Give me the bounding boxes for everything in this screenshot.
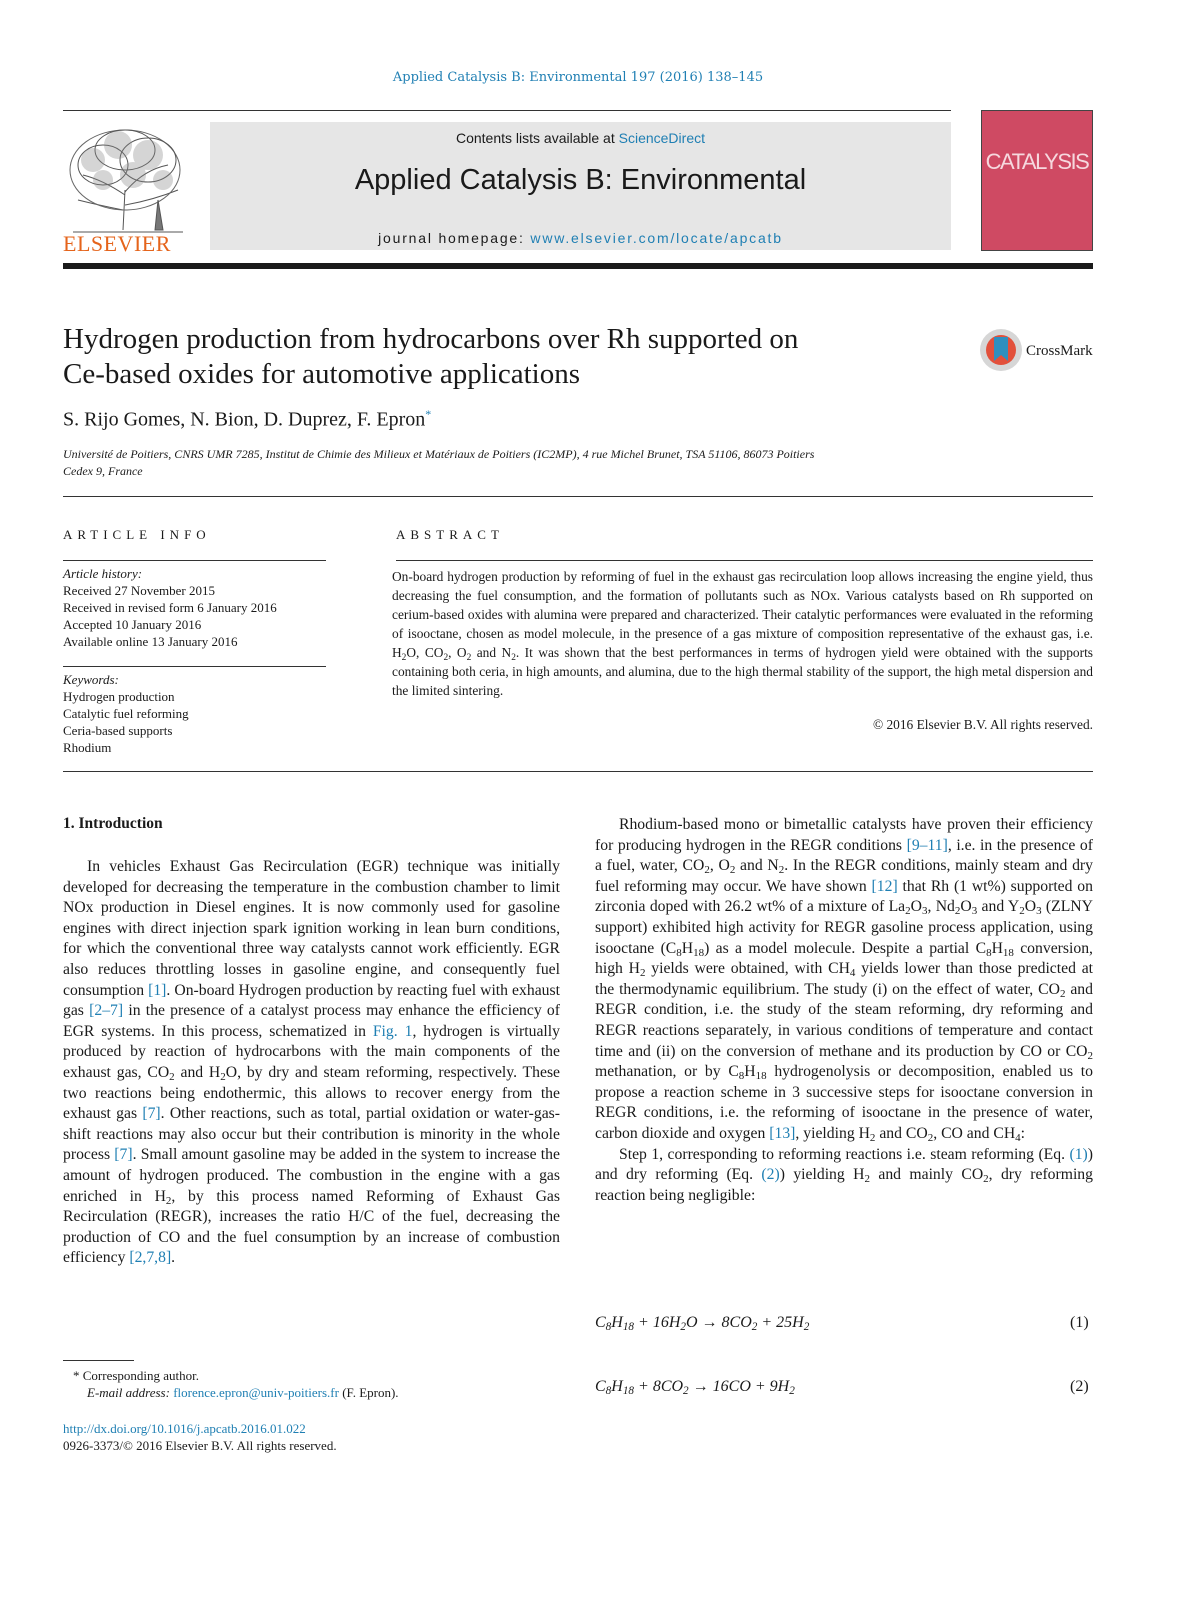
citation-link[interactable]: [2,7,8]: [129, 1249, 172, 1267]
header-rule: [63, 110, 951, 111]
affiliation-line-1: Université de Poitiers, CNRS UMR 7285, Institut de Chimie des Milieux et Matériaux de Poitiers (IC2MP), 4 rue Michel Brunet, TSA 51106, 86073 Poitiers: [63, 447, 815, 461]
keyword: Catalytic fuel reforming: [63, 706, 189, 721]
contents-line: [210, 130, 951, 146]
paragraph: Step 1, corresponding to reforming reactions i.e. steam reforming (Eq. (1)) and dry reforming (Eq. (2)) yielding $H_2$ and mainly $CO_2$, dry reforming reaction being negligible:: [595, 1145, 1093, 1204]
homepage-link[interactable]: www.elsevier.com/locate/apcatb: [530, 230, 783, 246]
affiliation-rule: [63, 496, 1093, 497]
footnote: [63, 1367, 399, 1401]
keyword: Rhodium: [63, 740, 112, 755]
paper-title: [63, 322, 943, 392]
section-heading-introduction: 1. Introduction: [63, 815, 163, 832]
affiliation-line-2: Cedex 9, France: [63, 464, 143, 478]
footnote-mark: *: [73, 1368, 80, 1383]
history-accepted: Accepted 10 January 2016: [63, 617, 202, 632]
abstract-rule: [396, 560, 1093, 561]
article-history: [63, 565, 326, 650]
equation-link[interactable]: (2): [761, 1166, 780, 1184]
keyword: Ceria-based supports: [63, 723, 173, 738]
citation-link[interactable]: [2–7]: [89, 1002, 124, 1020]
title-line-1: Hydrogen production from hydrocarbons over Rh supported on: [63, 323, 799, 355]
citation-link[interactable]: [9–11]: [906, 836, 948, 854]
citation-link[interactable]: [7]: [142, 1105, 161, 1123]
equation-2-number: (2): [1070, 1378, 1089, 1395]
citation-link[interactable]: [1]: [148, 981, 167, 999]
keywords: [63, 671, 326, 756]
homepage-prefix: journal homepage:: [378, 230, 531, 246]
email-label: E-mail address:: [87, 1385, 174, 1400]
equation-1-number: (1): [1070, 1314, 1089, 1331]
history-online: Available online 13 January 2016: [63, 634, 238, 649]
article-info-heading: ARTICLE INFO: [63, 527, 211, 542]
authors: [63, 407, 431, 432]
journal-cover-thumbnail[interactable]: [981, 110, 1093, 251]
intro-left-column: In vehicles Exhaust Gas Recirculation (EGR) technique was initially developed for decreasing the temperature in the combustion chamber to limit NOx production in Diesel engines. It is now commonly used for gasoline engines with direct injection spark ignition working in lean burn conditions, for which the conventional three way catalysts cannot work efficiently. EGR also reduces throttling losses in gasoline engine, and consequently fuel consumption [1]. On-board Hydrogen production by reacting fuel with exhaust gas [2–7] in the presence of a catalyst process may enhance the efficiency of EGR systems. In this process, schematized in Fig. 1, hydrogen is virtually produced by reaction of hydrocarbons with the main components of the exhaust gas, $CO_2$ and $H_2O$, by dry and steam reforming, respectively. These two reactions being endothermic, this allows to recover energy from the exhaust gas [7]. Other reactions, such as total, partial oxidation or water-gas-shift reactions may also occur but their contribution is minority in the whole process [7]. Small amount gasoline may be added in the system to increase the amount of hydrogen produced. The combustion in the engine with a gas enriched in $H_2$, by this process named Reforming of Exhaust Gas Recirculation (REGR), increases the ratio H/C of the fuel, decreasing the production of CO and the fuel consumption by an increase of combustion efficiency [2,7,8].: [63, 858, 561, 1267]
crossmark-label[interactable]: CrossMark: [1026, 343, 1093, 359]
journal-header: [210, 122, 951, 250]
author-list: S. Rijo Gomes, N. Bion, D. Duprez, F. Epron: [63, 408, 426, 431]
issn-line: 0926-3373/© 2016 Elsevier B.V. All rights reserved.: [63, 1438, 337, 1453]
abstract-text: On-board hydrogen production by reforming of fuel in the exhaust gas recirculation loop allows increasing the engine yield, thus decreasing the fuel consumption, and the formation of pollutants such as NOx. Various catalysts based on Rh supported on cerium-based oxides with alumina were prepared and characterized. Their catalytic performances were evaluated in the reforming of isooctane, chosen as model molecule, in the presence of a gas mixture of composition representative of the exhaust gas, i.e. $H_2O$, $CO_2$, $O_2$ and $N_2$. It was shown that the best performances in terms of hydrogen yield were obtained with the supports containing both ceria, in high amounts, and alumina, due to the high thermal stability of the support, the high metal dispersion and the limited sintering.: [392, 569, 1094, 698]
header-thick-rule: [63, 263, 1093, 269]
footnote-text: Corresponding author.: [79, 1368, 200, 1383]
email-suffix: (F. Epron).: [338, 1385, 399, 1400]
equation-1: $C_8H_{18} + 16H_2O \to 8CO_2 + 25H_2$: [595, 1314, 810, 1333]
history-label: Article history:: [63, 566, 143, 581]
keywords-label: Keywords:: [63, 672, 119, 687]
article-info-rule: [63, 560, 326, 561]
doi-link[interactable]: http://dx.doi.org/10.1016/j.apcatb.2016.01.022: [63, 1421, 306, 1436]
history-revised: Received in revised form 6 January 2016: [63, 600, 277, 615]
history-received: Received 27 November 2015: [63, 583, 215, 598]
footnote-rule: [63, 1360, 134, 1361]
citation-link[interactable]: [13]: [769, 1124, 796, 1142]
citation-link[interactable]: [12]: [871, 877, 898, 895]
title-line-2: Ce-based oxides for automotive applications: [63, 358, 581, 390]
keyword: Hydrogen production: [63, 689, 175, 704]
doi-block: [63, 1420, 337, 1454]
abstract-copyright: © 2016 Elsevier B.V. All rights reserved.: [872, 717, 1093, 732]
elsevier-wordmark: ELSEVIER: [63, 231, 171, 256]
journal-homepage: [210, 230, 951, 246]
sciencedirect-link[interactable]: ScienceDirect: [618, 130, 705, 146]
citation-link[interactable]: [7]: [114, 1146, 133, 1164]
affiliation: [63, 446, 943, 480]
journal-citation[interactable]: Applied Catalysis B: Environmental 197 (2016) 138–145: [392, 70, 764, 85]
equation-2: $C_8H_{18} + 8CO_2 \to 16CO + 9H_2$: [595, 1378, 795, 1397]
info-bottom-rule: [63, 771, 1093, 772]
corresponding-author-mark[interactable]: *: [425, 407, 432, 421]
journal-title: Applied Catalysis B: Environmental: [354, 164, 807, 196]
email-link[interactable]: florence.epron@univ-poitiers.fr: [173, 1385, 339, 1400]
abstract-heading: ABSTRACT: [396, 527, 504, 542]
intro-right-column: [595, 815, 1093, 1206]
figure-link[interactable]: Fig. 1: [372, 1022, 413, 1040]
cover-title: CATALYSIS: [985, 149, 1089, 174]
paragraph: Rhodium-based mono or bimetallic catalysts have proven their efficiency for producing hydrogen in the REGR conditions [9–11], i.e. in the presence of a fuel, water, $CO_2$, $O_2$ and $N_2$. In the REGR conditions, mainly steam and dry fuel reforming may occur. We have shown [12] that Rh (1 wt%) supported on zirconia doped with 26.2 wt% of a mixture of $La_2O_3$, $Nd_2O_3$ and $Y_2O_3$ (ZLNY support) exhibited high activity for REGR gasoline process application, using isooctane $(C_8H_{18})$ as a model molecule. Despite a partial $C_8H_{18}$ conversion, high $H_2$ yields were obtained, with $CH_4$ yields lower than those predicted at the thermodynamic equilibrium. The study (i) on the effect of water, $CO_2$ and REGR condition, i.e. the study of the steam reforming, dry reforming and REGR reactions separately, in various conditions of temperature and contact time and (ii) on the conversion of methane and its production by CO or $CO_2$ methanation, or by $C_8H_{18}$ hydrogenolysis or decomposition, enabled us to propose a reaction scheme in 3 successive steps for isooctane conversion in REGR conditions, i.e. the reforming of isooctane in the presence of water, carbon dioxide and oxygen [13], yielding $H_2$ and $CO_2$, CO and $CH_4$:: [595, 816, 1094, 1144]
contents-prefix: Contents lists available at: [455, 130, 619, 146]
keywords-rule: [63, 666, 326, 667]
equation-link[interactable]: (1): [1069, 1145, 1088, 1163]
